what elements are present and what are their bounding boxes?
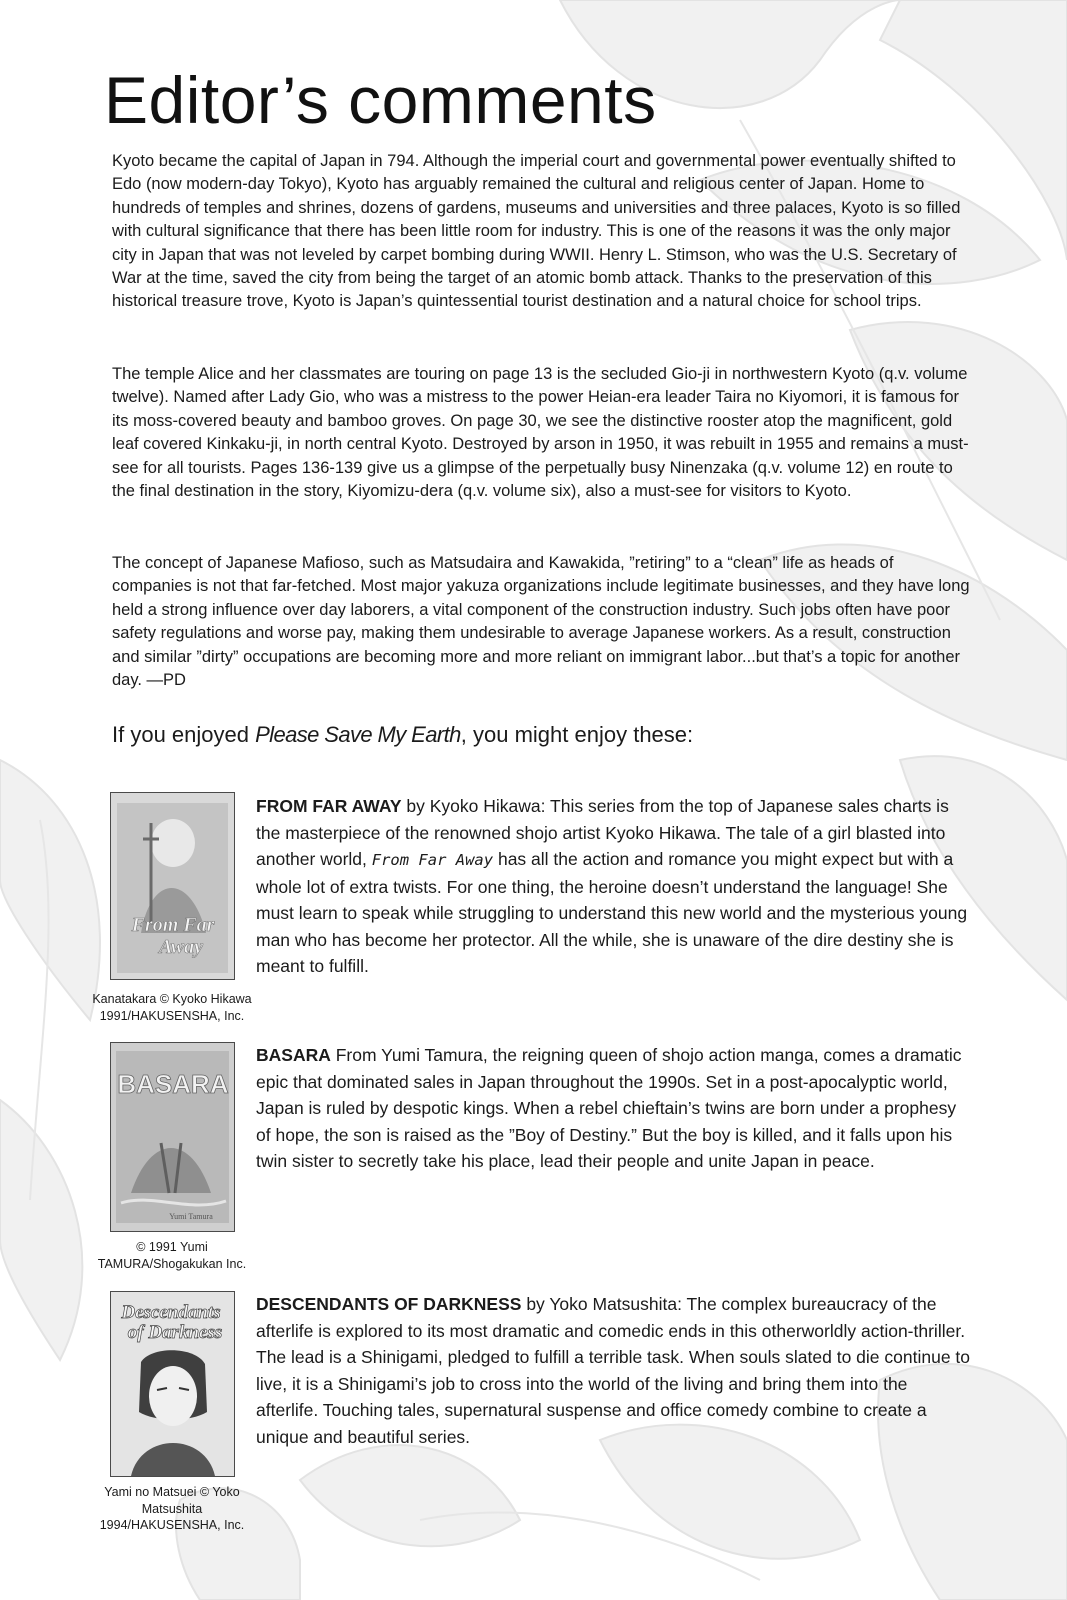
basara-credit: © 1991 Yumi TAMURA/Shogakukan Inc. bbox=[97, 1240, 247, 1271]
cover2-title: BASARA bbox=[117, 1069, 229, 1099]
descendants-of-darkness-text: by Yoko Matsushita: The complex bureaucracy of the afterlife is explored to its most dramatic and comedic ends in this otherworldly action-thriller. The lead is a Shinigami, pledged to fulfill a terrible task. When souls slated to die continue to live, it is a Shinigami’s job to cross into the world of the living and bring them into the afterlife. Touching tales, supernatural suspense and office comedy combine to create a unique and beautiful series. bbox=[256, 1294, 971, 1447]
basara-name: BASARA bbox=[256, 1045, 331, 1065]
from-far-away-name: FROM FAR AWAY bbox=[256, 796, 402, 816]
cover1-title-line1: From Far bbox=[131, 914, 215, 936]
basara-description bbox=[256, 1042, 971, 1175]
descendants-of-darkness-description bbox=[256, 1291, 971, 1450]
page-title: Editor’s comments bbox=[104, 63, 657, 137]
cover1-title-line2: Away bbox=[158, 936, 204, 958]
descendants-of-darkness-credit: Yami no Matsuei © Yoko Matsushita 1994/HAKUSENSHA, Inc. bbox=[99, 1485, 245, 1532]
from-far-away-description bbox=[256, 793, 971, 980]
from-far-away-text-2: has all the action and romance you might expect but with a whole lot of extra twists. For one thing, the heroine doesn’t understand the language! She must learn to speak while struggling to understand this new world and the mysterious young man who has become her protector. All the while, she is unaware of the dire destiny she is meant to fulfill. bbox=[256, 849, 968, 976]
editor-paragraph-3: The concept of Japanese Mafioso, such as Matsudaira and Kawakida, ”retiring” to a “clean” life as heads of companies is not that far-fetched. Most major yakuza organizations include legitimate businesses, and they have long held a strong influence over day laborers, a vital component of the construction industry. Such jobs often have poor safety regulations and worse pay, making them undesirable to average Japanese workers. As a result, construction and similar ”dirty” occupations are becoming more and more reliant on immigrant labor...but that’s a topic for another day. —PD bbox=[112, 554, 970, 690]
from-far-away-cover bbox=[110, 792, 235, 980]
recommend-heading bbox=[112, 720, 693, 750]
editor-paragraph-1: Kyoto became the capital of Japan in 794. Although the imperial court and governmental power eventually shifted to Edo (now modern-day Tokyo), Kyoto has arguably remained the cultural and religious center of Japan. Home to hundreds of temples and shrines, dozens of gardens, museums and universities and three palaces, Kyoto is so filled with cultural significance that there has been little room for industry. This is one of the reasons it was the only major city in Japan that was not leveled by carpet bombing during WWII. Henry L. Stimson, who was the U.S. Secretary of War at the time, saved the city from being the target of an atomic bomb attack. Thanks to the preservation of this historical treasure trove, Kyoto is Japan’s quintessential tourist destination and a natural choice for school trips. bbox=[112, 152, 961, 311]
editor-paragraph-2: The temple Alice and her classmates are touring on page 13 is the secluded Gio-ji in northwestern Kyoto (q.v. volume twelve). Named after Lady Gio, who was a mistress to the power Heian-era leader Taira no Kiyomori, it is famous for its moss-covered beauty and bamboo groves. On page 30, we see the distinctive rooster atop the magnificent, gold leaf covered Kinkaku-ji, in north central Kyoto. Destroyed by arson in 1950, it was rebuilt in 1955 and remains a must-see for all tourists. Pages 136-139 give us a glimpse of the perpetually busy Ninenzaka (q.v. volume 12) en route to the final destination in the story, Kiyomizu-dera (q.v. volume six), also a must-see for visitors to Kyoto. bbox=[112, 365, 969, 501]
recommend-suffix: , you might enjoy these: bbox=[460, 722, 694, 747]
recommend-prefix: If you enjoyed bbox=[112, 722, 256, 747]
from-far-away-text-1: by Kyoko Hikawa: This series from the top of Japanese sales charts is the masterpiece of the renowned shojo artist Kyoko Hikawa. The tale of a girl blasted into another world, bbox=[256, 796, 949, 869]
basara-text: From Yumi Tamura, the reigning queen of shojo action manga, comes a dramatic epic that dominated sales in Japan throughout the 1990s. Set in a post-apocalyptic world, Japan is ruled by despotic kings. When a rebel chieftain’s twins are born under a prophesy of hope, the son is raised as the ”Boy of Destiny.” But the boy is killed, and it falls upon his twin sister to secretly take his place, lead their people and unite Japan in peace. bbox=[256, 1045, 962, 1171]
from-far-away-credit: Kanatakara © Kyoko Hikawa 1991/HAKUSENSHA, Inc. bbox=[92, 992, 252, 1023]
from-far-away-italic-title: From Far Away bbox=[371, 851, 494, 869]
cover3-title-line2: of Darkness bbox=[127, 1322, 223, 1343]
cover3-title-line1: Descendants bbox=[121, 1302, 221, 1323]
descendants-of-darkness-name: DESCENDANTS OF DARKNESS bbox=[256, 1294, 522, 1314]
recommend-series-title: Please Save My Earth bbox=[255, 722, 461, 747]
basara-cover bbox=[110, 1042, 235, 1232]
descendants-of-darkness-cover bbox=[110, 1291, 235, 1477]
cover2-author: Yumi Tamura bbox=[169, 1212, 213, 1221]
